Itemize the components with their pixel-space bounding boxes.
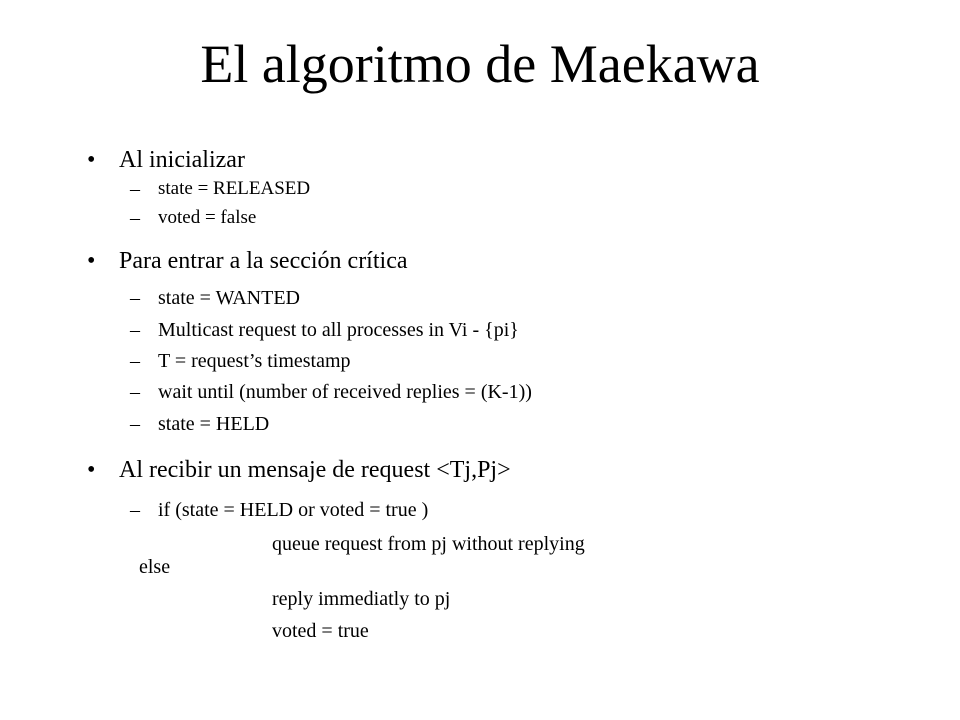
bullet-icon: • — [87, 457, 96, 483]
section-enter-item: Multicast request to all processes in Vi - {pi} — [158, 319, 519, 341]
dash-icon: – — [130, 350, 140, 372]
section-enter-item: state = WANTED — [158, 287, 300, 309]
dash-icon: – — [130, 499, 140, 521]
section-enter-heading: Para entrar a la sección crítica — [119, 248, 408, 274]
section-enter-item: T = request’s timestamp — [158, 350, 351, 372]
section-receive-then-line: queue request from pj without replying — [272, 533, 585, 555]
section-enter-item: wait until (number of received replies = (K-1)) — [158, 381, 532, 403]
section-enter-item: state = HELD — [158, 413, 270, 435]
section-init-item: state = RELEASED — [158, 178, 311, 199]
bullet-icon: • — [87, 248, 96, 274]
dash-icon: – — [130, 178, 140, 200]
section-receive-else-item: reply immediatly to pj — [272, 588, 451, 610]
slide-title: El algoritmo de Maekawa — [200, 34, 760, 94]
dash-icon: – — [130, 413, 140, 435]
dash-icon: – — [130, 381, 140, 403]
dash-icon: – — [130, 319, 140, 341]
bullet-icon: • — [87, 147, 96, 173]
section-init-heading: Al inicializar — [119, 147, 245, 173]
section-receive-heading: Al recibir un mensaje de request <Tj,Pj> — [119, 457, 511, 483]
dash-icon: – — [130, 287, 140, 309]
section-receive-else-line: else — [139, 556, 171, 578]
section-receive-else-item: voted = true — [272, 620, 369, 642]
section-init-item: voted = false — [158, 207, 257, 228]
dash-icon: – — [130, 207, 140, 229]
section-receive-if-line: if (state = HELD or voted = true ) — [158, 499, 429, 521]
